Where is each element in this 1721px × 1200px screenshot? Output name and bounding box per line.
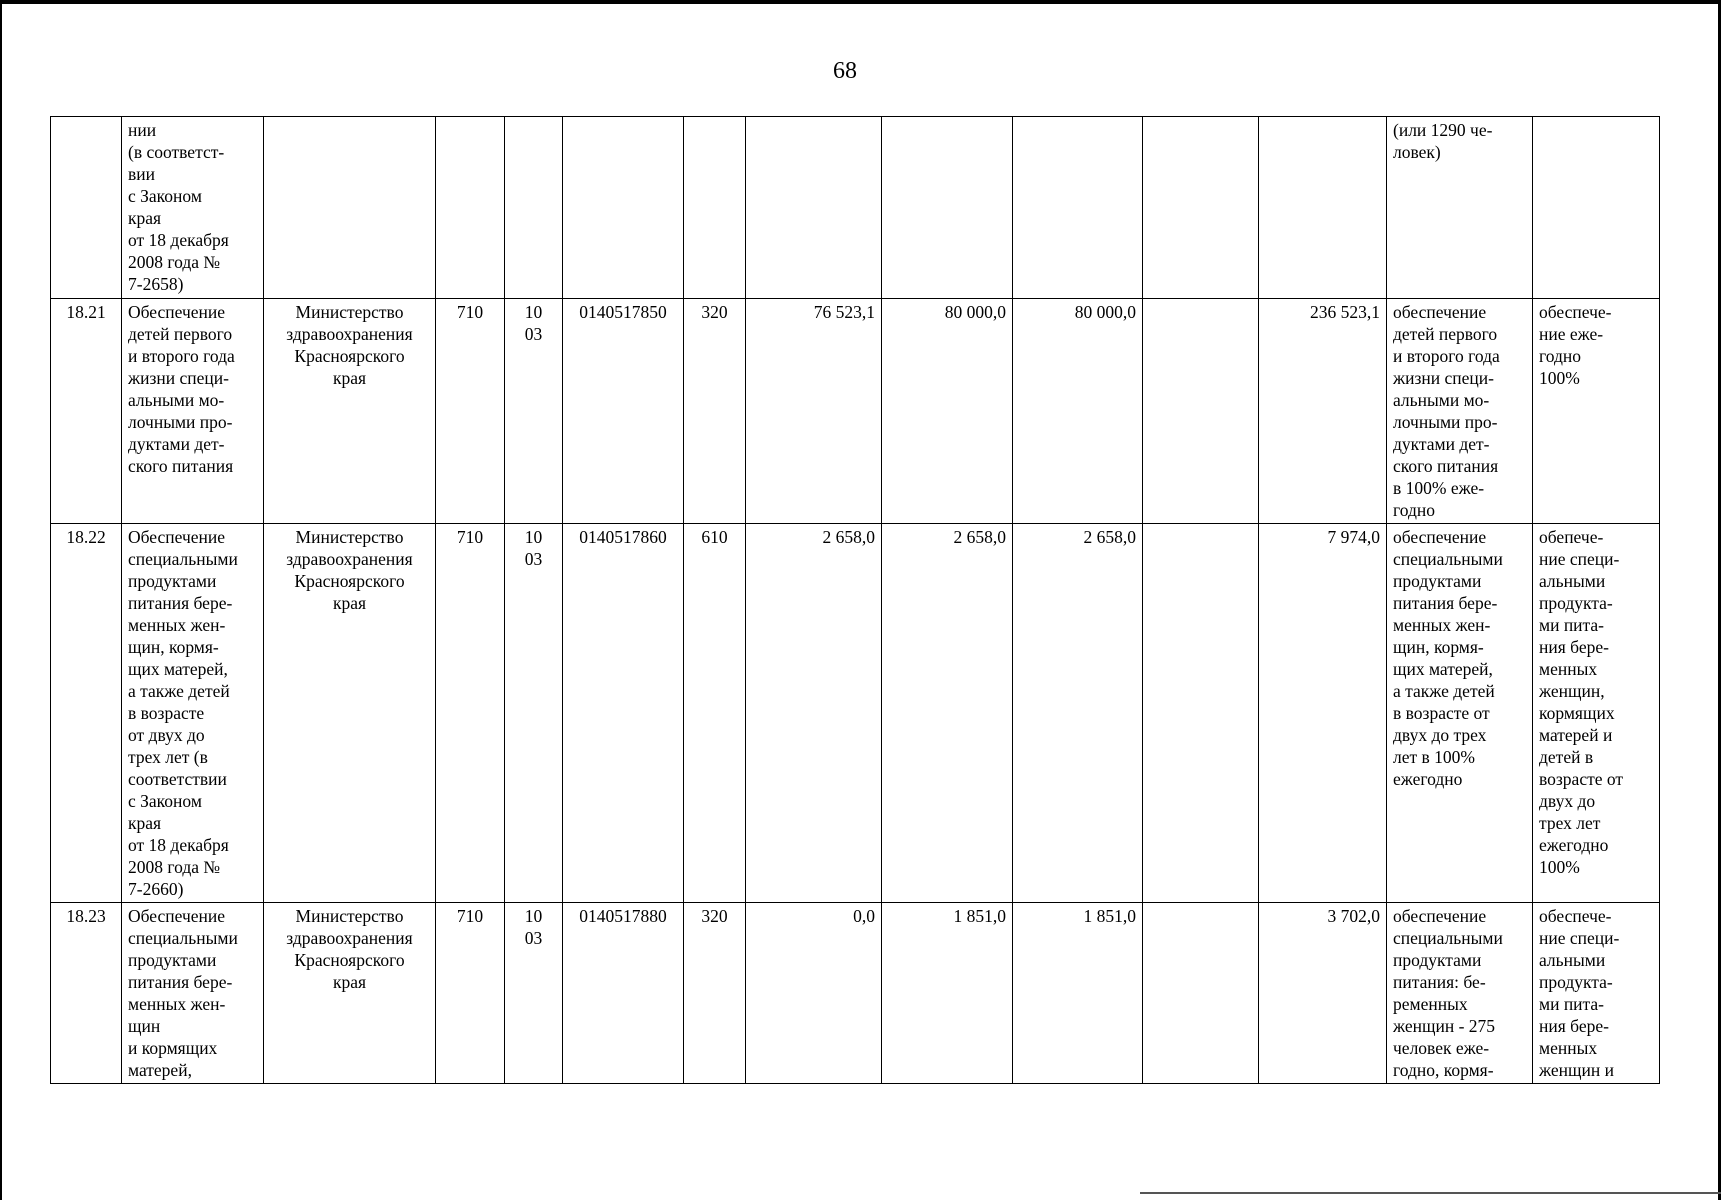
expected-result-cell: (или 1290 че- ловек) <box>1387 117 1533 299</box>
scan-border-top <box>0 0 1721 4</box>
blank-cell <box>1143 299 1259 524</box>
indicator-cell <box>1533 117 1660 299</box>
table-row <box>51 524 1660 903</box>
year1-amount-cell: 0,0 <box>746 903 882 1084</box>
scan-border-bottom <box>1140 1192 1721 1194</box>
csr-cell: 0140517850 <box>563 299 684 524</box>
expected-result-cell: обеспечение детей первого и второго года жизни специ- альными мо- лочными про- дуктами дет- ского питания в 100% еже- годно <box>1387 299 1533 524</box>
blank-cell <box>1143 117 1259 299</box>
year2-amount-cell <box>882 117 1013 299</box>
page-number: 68 <box>833 58 857 84</box>
rzpr-cell <box>505 117 563 299</box>
indicator-cell: обепече- ние специ- альными продукта- ми пита- ния бере- менных женщин, кормящих матерей и детей в возрасте от двух до трех лет ежегодно 100% <box>1533 524 1660 903</box>
grbs-cell: 710 <box>436 903 505 1084</box>
total-amount-cell: 236 523,1 <box>1259 299 1387 524</box>
vr-cell <box>684 117 746 299</box>
year1-amount-cell <box>746 117 882 299</box>
ministry-cell: Министерство здравоохранения Красноярского края <box>264 903 436 1084</box>
rzpr-cell: 10 03 <box>505 524 563 903</box>
rzpr-cell: 10 03 <box>505 299 563 524</box>
ministry-cell: Министерство здравоохранения Красноярского края <box>264 524 436 903</box>
grbs-cell: 710 <box>436 299 505 524</box>
table-row <box>51 903 1660 1084</box>
program-activities-table <box>50 116 1660 1084</box>
scan-border-left <box>0 0 2 1200</box>
rzpr-cell: 10 03 <box>505 903 563 1084</box>
csr-cell <box>563 117 684 299</box>
row-number-cell: 18.21 <box>51 299 122 524</box>
expected-result-cell: обеспечение специальными продуктами питания бере- менных жен- щин, кормя- щих матерей, а также детей в возрасте от двух до трех лет в 100% ежегодно <box>1387 524 1533 903</box>
table-row <box>51 117 1660 299</box>
year3-amount-cell: 1 851,0 <box>1013 903 1143 1084</box>
year3-amount-cell: 2 658,0 <box>1013 524 1143 903</box>
expected-result-cell: обеспечение специальными продуктами питания: бе- ременных женщин - 275 человек еже- годно, кормя- <box>1387 903 1533 1084</box>
grbs-cell: 710 <box>436 524 505 903</box>
year1-amount-cell: 2 658,0 <box>746 524 882 903</box>
year1-amount-cell: 76 523,1 <box>746 299 882 524</box>
table-row <box>51 299 1660 524</box>
row-number-cell: 18.22 <box>51 524 122 903</box>
row-number-cell: 18.23 <box>51 903 122 1084</box>
year2-amount-cell: 2 658,0 <box>882 524 1013 903</box>
indicator-cell: обеспече- ние еже- годно 100% <box>1533 299 1660 524</box>
csr-cell: 0140517880 <box>563 903 684 1084</box>
ministry-cell: Министерство здравоохранения Красноярского края <box>264 299 436 524</box>
year3-amount-cell <box>1013 117 1143 299</box>
grbs-cell <box>436 117 505 299</box>
year2-amount-cell: 1 851,0 <box>882 903 1013 1084</box>
blank-cell <box>1143 524 1259 903</box>
vr-cell: 320 <box>684 299 746 524</box>
vr-cell: 320 <box>684 903 746 1084</box>
csr-cell: 0140517860 <box>563 524 684 903</box>
year2-amount-cell: 80 000,0 <box>882 299 1013 524</box>
activity-name-cell: Обеспечение специальными продуктами питания бере- менных жен- щин и кормящих матерей, <box>122 903 264 1084</box>
activity-name-cell: Обеспечение детей первого и второго года жизни специ- альными мо- лочными про- дуктами дет- ского питания <box>122 299 264 524</box>
year3-amount-cell: 80 000,0 <box>1013 299 1143 524</box>
blank-cell <box>1143 903 1259 1084</box>
indicator-cell: обеспече- ние специ- альными продукта- ми пита- ния бере- менных женщин и <box>1533 903 1660 1084</box>
activity-name-cell: нии (в соответст- вии с Законом края от 18 декабря 2008 года № 7-2658) <box>122 117 264 299</box>
row-number-cell <box>51 117 122 299</box>
activity-name-cell: Обеспечение специальными продуктами питания бере- менных жен- щин, кормя- щих матерей, а также детей в возрасте от двух до трех лет (в соответствии с Законом края от 18 декабря 2008 года № 7-2660) <box>122 524 264 903</box>
total-amount-cell: 3 702,0 <box>1259 903 1387 1084</box>
total-amount-cell: 7 974,0 <box>1259 524 1387 903</box>
vr-cell: 610 <box>684 524 746 903</box>
ministry-cell <box>264 117 436 299</box>
total-amount-cell <box>1259 117 1387 299</box>
